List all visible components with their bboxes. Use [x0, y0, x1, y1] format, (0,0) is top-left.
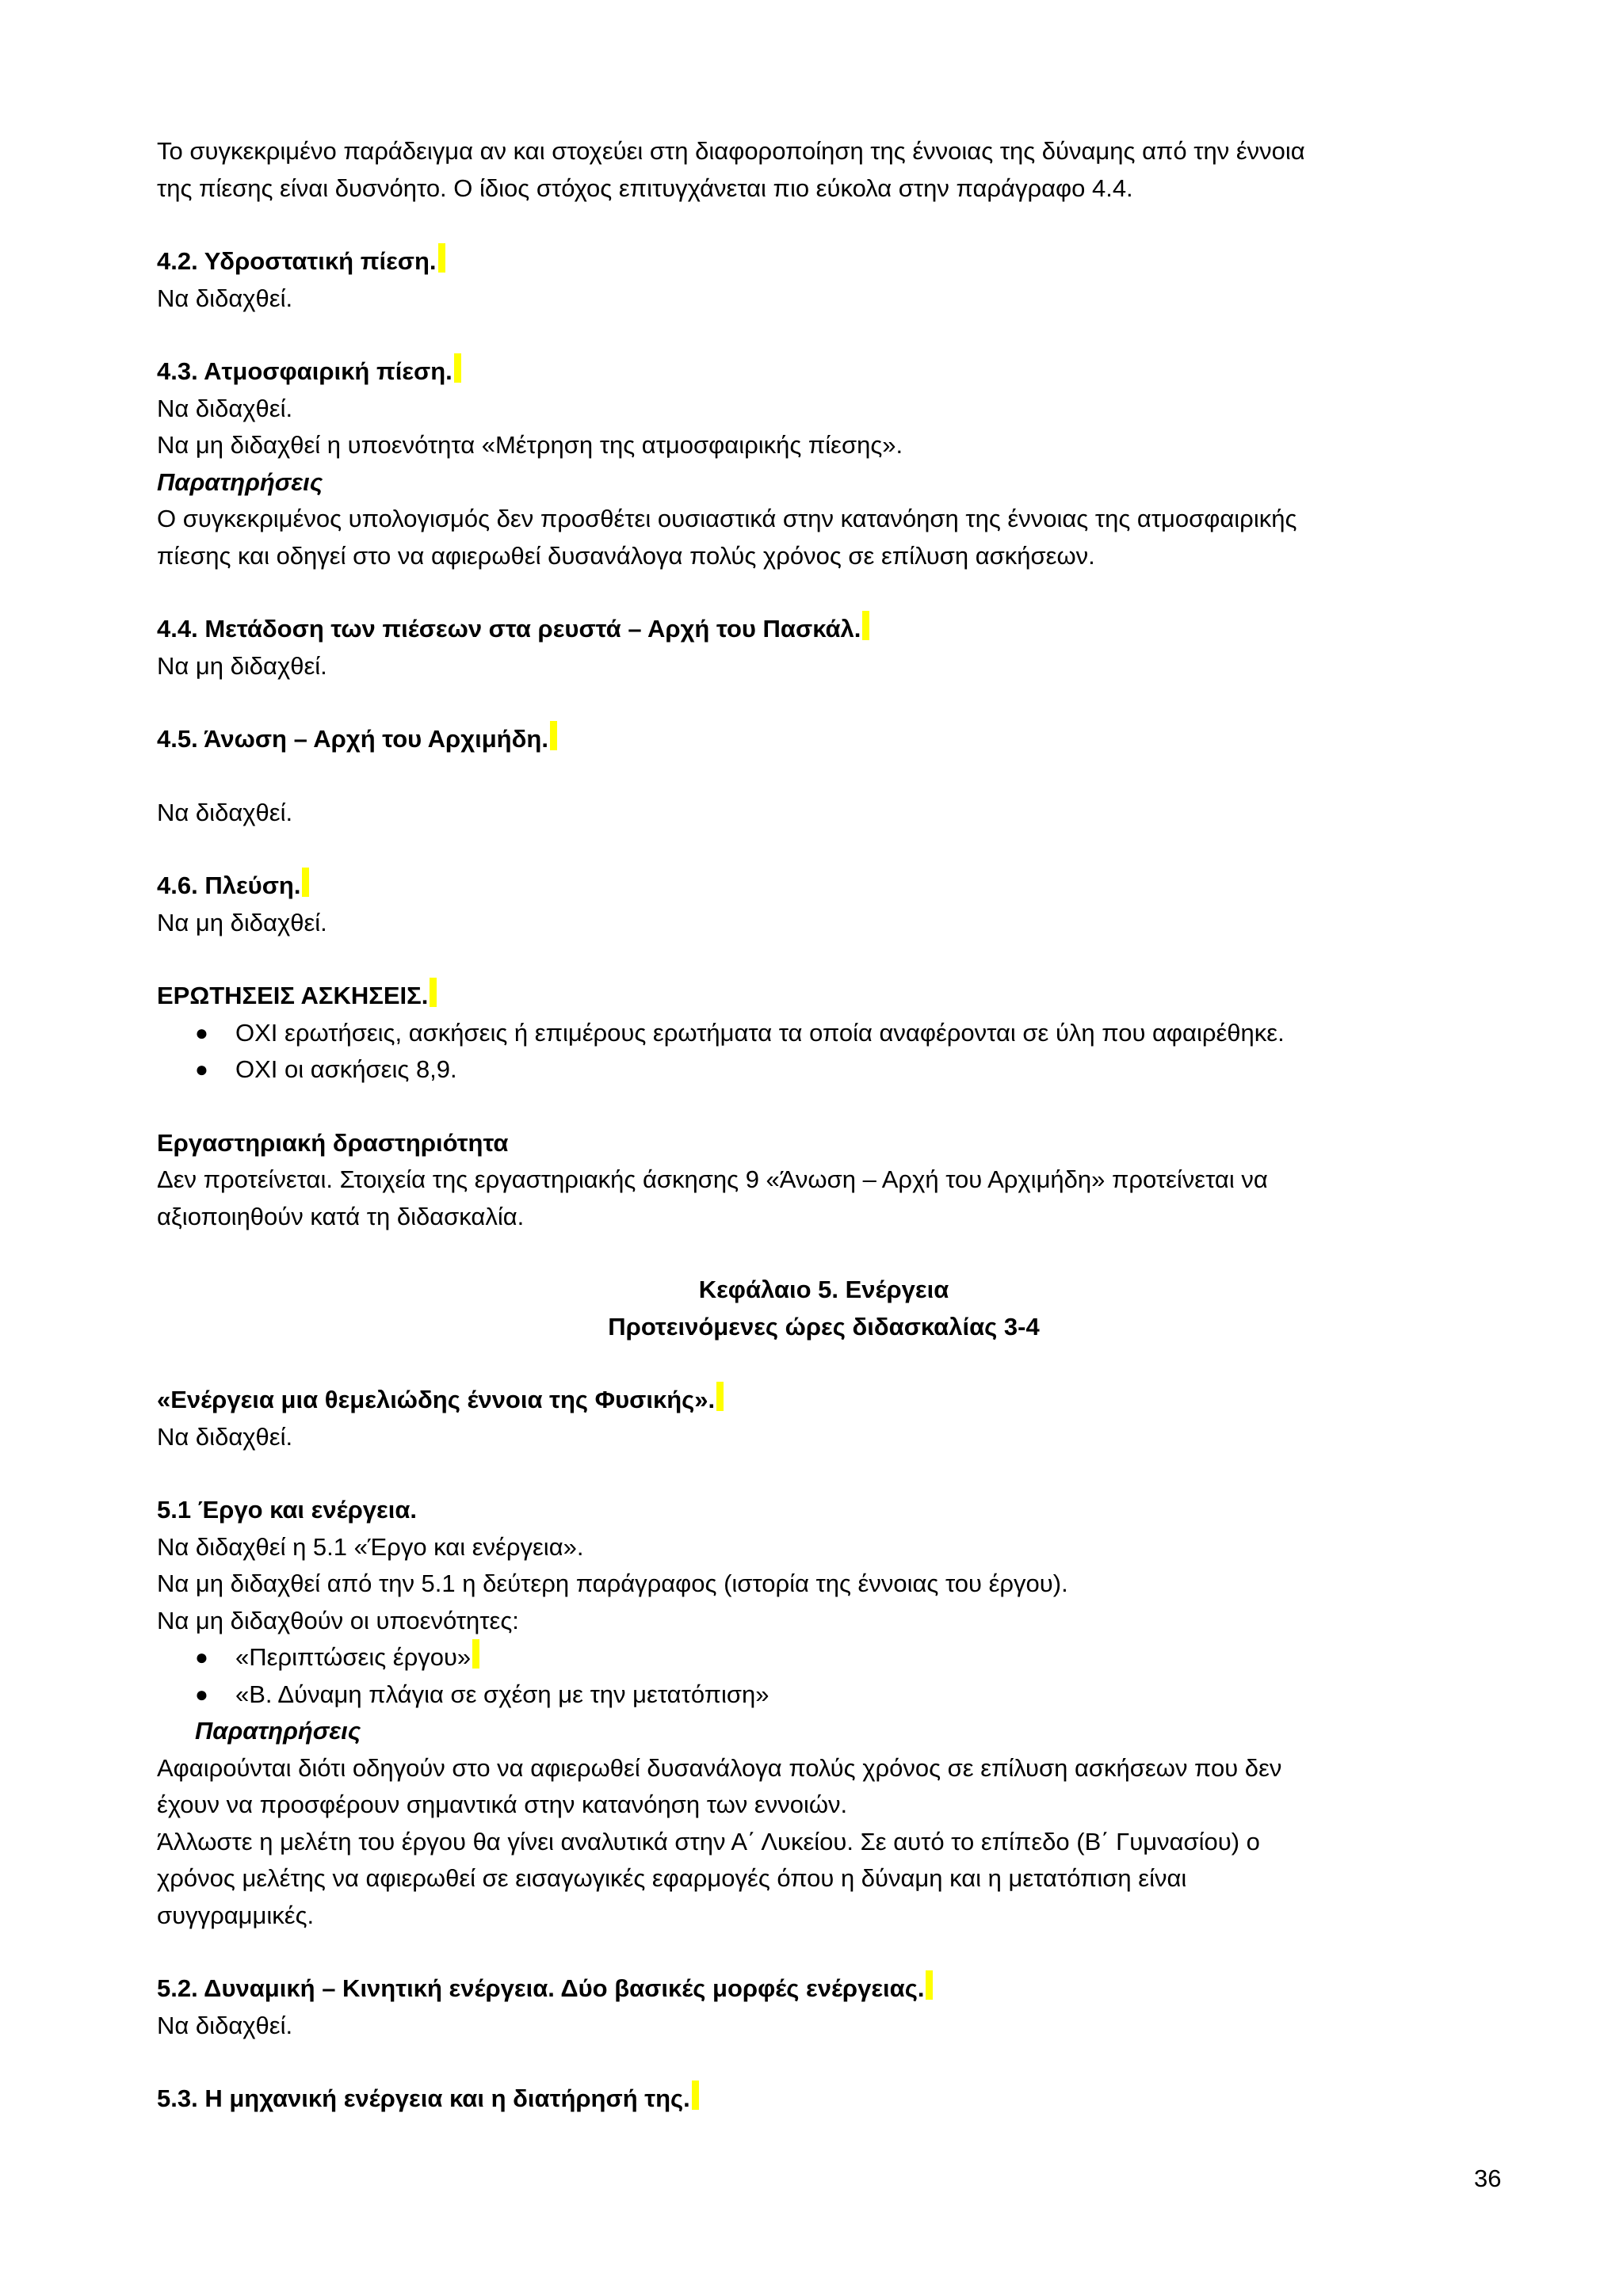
section-4-6-text: Να μη διδαχθεί. [157, 908, 327, 936]
section-5-2-text: Να διδαχθεί. [157, 2011, 293, 2039]
page-number: 36 [1474, 2164, 1502, 2192]
section-5-1-note-p1-line-1: Αφαιρούνται διότι οδηγούν στο να αφιερωθεί δυσανάλογα πολύς χρόνος σε επίλυση ασκήσεων που δεν [157, 1753, 1282, 1782]
bullet-icon: ● [195, 1645, 208, 1669]
energy-intro-heading: «Ενέργεια μια θεμελιώδης έννοια της Φυσικής». [157, 1382, 1491, 1419]
section-5-1-note-p2-line-2: χρόνος μελέτης να αφιερωθεί σε εισαγωγικές εφαρμογές όπου η δύναμη και η μετατόπιση είναι [157, 1864, 1187, 1892]
highlight-marker [692, 2081, 699, 2110]
lab-line-2: αξιοποιηθούν κατά τη διδασκαλία. [157, 1202, 525, 1230]
section-4-4-heading: 4.4. Μετάδοση των πιέσεων στα ρευστά – Αρχή του Πασκάλ. [157, 611, 1491, 648]
section-5-1-line-1: Να διδαχθεί η 5.1 «Έργο και ενέργεια». [157, 1532, 584, 1561]
highlight-marker [926, 1970, 933, 2000]
section-5-1-notes-label: Παρατηρήσεις [195, 1717, 361, 1745]
highlight-marker [862, 611, 869, 640]
section-5-3-heading: 5.3. Η μηχανική ενέργεια και η διατήρησή της. [157, 2081, 1491, 2118]
lab-heading: Εργαστηριακή δραστηριότητα [157, 1128, 509, 1157]
highlight-marker [716, 1382, 724, 1411]
section-4-5-heading: 4.5. Άνωση – Αρχή του Αρχιμήδη. [157, 721, 1491, 758]
chapter-title: Κεφάλαιο 5. Ενέργεια [698, 1276, 949, 1303]
chapter-hours: Προτεινόμενες ώρες διδασκαλίας 3-4 [608, 1312, 1040, 1341]
questions-heading: ΕΡΩΤΗΣΕΙΣ ΑΣΚΗΣΕΙΣ. [157, 978, 1491, 1015]
section-4-3-note-line-2: πίεσης και οδηγεί στο να αφιερωθεί δυσανάλογα πολύς χρόνος σε επίλυση ασκήσεων. [157, 541, 1095, 570]
bullet-icon: ● [195, 1020, 208, 1045]
highlight-marker [438, 243, 445, 273]
section-4-3-line-2: Να μη διδαχθεί η υποενότητα «Μέτρηση της ατμοσφαιρικής πίεσης». [157, 431, 903, 459]
bullet-icon: ● [195, 1681, 208, 1707]
questions-list [157, 1015, 1491, 1089]
list-item: ● «Περιπτώσεις έργου» [157, 1639, 1491, 1676]
highlight-marker [454, 353, 461, 383]
bullet-icon: ● [195, 1057, 208, 1081]
section-5-1-heading: 5.1 Έργο και ενέργεια. [157, 1496, 418, 1524]
section-5-1-line-3: Να μη διδαχθούν οι υποενότητες: [157, 1606, 519, 1634]
highlight-marker [302, 868, 309, 897]
list-item: ● ΟΧΙ ερωτήσεις, ασκήσεις ή επιμέρους ερωτήματα τα οποία αναφέρονται σε ύλη που αφαιρέθηκε. [157, 1015, 1491, 1052]
section-4-2-text: Να διδαχθεί. [157, 284, 293, 312]
section-4-3-line-1: Να διδαχθεί. [157, 394, 293, 422]
list-item: ● «Β. Δύναμη πλάγια σε σχέση με την μετατόπιση» [157, 1676, 1491, 1714]
section-5-1-note-p2-line-3: συγγραμμικές. [157, 1901, 315, 1929]
subsections-list [157, 1639, 1491, 1713]
section-5-1-note-p1-line-2: έχουν να προσφέρουν σημαντικά στην κατανόηση των εννοιών. [157, 1791, 848, 1818]
intro-line-1: Το συγκεκριμένο παράδειγμα αν και στοχεύει στη διαφοροποίηση της έννοιας της δύναμης από την έννοια [157, 137, 1305, 165]
page-content [157, 133, 1491, 2118]
highlight-marker [472, 1639, 479, 1669]
intro-line-2: της πίεσης είναι δυσνόητο. Ο ίδιος στόχος επιτυγχάνεται πιο εύκολα στην παράγραφο 4.4. [157, 174, 1133, 202]
section-4-6-heading: 4.6. Πλεύση. [157, 868, 1491, 905]
section-4-3-heading: 4.3. Ατμοσφαιρική πίεση. [157, 353, 1491, 391]
lab-line-1: Δεν προτείνεται. Στοιχεία της εργαστηριακής άσκησης 9 «Άνωση – Αρχή του Αρχιμήδη» προτείνεται να [157, 1165, 1268, 1193]
section-4-3-note-line-1: Ο συγκεκριμένος υπολογισμός δεν προσθέτει ουσιαστικά στην κατανόηση της έννοιας της ατμοσφαιρικής [157, 505, 1297, 532]
highlight-marker [430, 978, 437, 1007]
section-5-2-heading: 5.2. Δυναμική – Κινητική ενέργεια. Δύο βασικές μορφές ενέργειας. [157, 1970, 1491, 2008]
highlight-marker [550, 721, 557, 750]
section-4-2-heading: 4.2. Υδροστατική πίεση. [157, 243, 1491, 280]
section-4-3-notes-label: Παρατηρήσεις [157, 467, 323, 496]
list-item: ● ΟΧΙ οι ασκήσεις 8,9. [157, 1051, 1491, 1089]
section-5-1-note-p2-line-1: Άλλωστε η μελέτη του έργου θα γίνει αναλυτικά στην Α΄ Λυκείου. Σε αυτό το επίπεδο (Β΄ Γυμνασίου) ο [157, 1827, 1260, 1855]
energy-intro-text: Να διδαχθεί. [157, 1422, 293, 1451]
section-4-5-text: Να διδαχθεί. [157, 798, 293, 826]
section-5-1-line-2: Να μη διδαχθεί από την 5.1 η δεύτερη παράγραφος (ιστορία της έννοιας του έργου). [157, 1569, 1068, 1597]
section-4-4-text: Να μη διδαχθεί. [157, 651, 327, 680]
